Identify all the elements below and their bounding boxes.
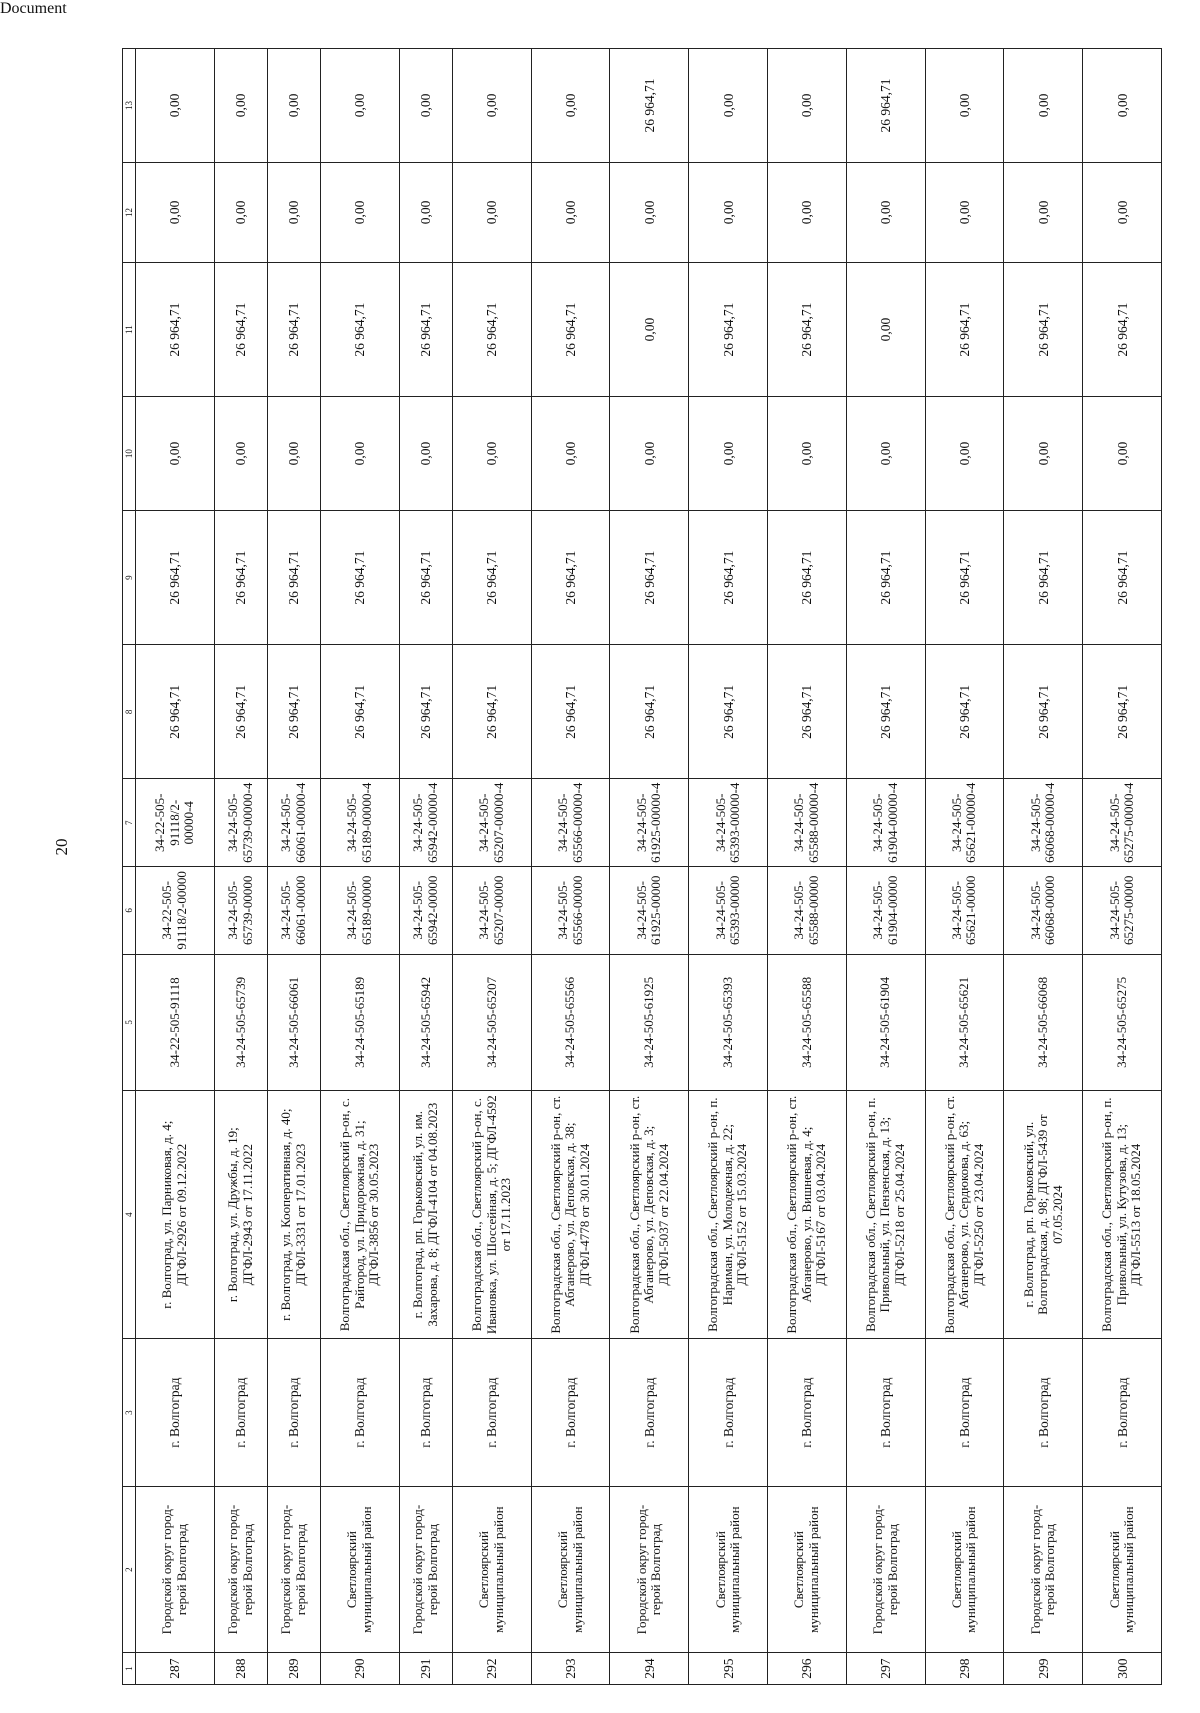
city-cell: г. Волгоград [1004, 1339, 1083, 1487]
code-col6-cell: 34-24-505-61904-00000 [846, 867, 925, 955]
code-col6-cell: 34-24-505-65739-00000 [214, 867, 267, 955]
column-number-row [123, 49, 136, 1685]
amount-col12-cell: 0,00 [925, 162, 1004, 262]
row-number-cell: 296 [768, 1653, 847, 1685]
amount-col8-cell: 26 964,71 [452, 645, 531, 779]
city-cell: г. Волгоград [399, 1339, 452, 1487]
table-row [399, 49, 452, 1685]
row-number-cell: 288 [214, 1653, 267, 1685]
object-code-cell: 34-22-505-91118 [136, 954, 215, 1091]
amount-col12-cell: 0,00 [267, 162, 320, 262]
amount-col11-cell: 26 964,71 [452, 262, 531, 396]
address-cell: Волгоградская обл., Светлоярский р-он, п. Привольный, ул. Кутузова, д. 13; ДГФЛ-5513 от 18.05.2024 [1083, 1091, 1162, 1339]
city-cell: г. Волгоград [846, 1339, 925, 1487]
code-col6-cell: 34-24-505-65275-00000 [1083, 867, 1162, 955]
code-col6-cell: 34-24-505-65207-00000 [452, 867, 531, 955]
amount-col9-cell: 26 964,71 [136, 510, 215, 644]
amount-col13-cell: 0,00 [1083, 49, 1162, 163]
amount-col13-cell: 0,00 [531, 49, 610, 163]
column-number-cell: 5 [123, 954, 136, 1091]
column-number-cell: 4 [123, 1091, 136, 1339]
municipality-cell: Городской округ город-герой Волгоград [610, 1487, 689, 1653]
amount-col11-cell: 26 964,71 [214, 262, 267, 396]
code-col7-cell: 34-24-505-66061-00000-4 [267, 779, 320, 867]
municipality-cell: Светлоярский муниципальный район [531, 1487, 610, 1653]
column-number-cell: 10 [123, 397, 136, 511]
amount-col10-cell: 0,00 [846, 397, 925, 511]
amount-col8-cell: 26 964,71 [610, 645, 689, 779]
table-container [122, 48, 1162, 1685]
object-code-cell: 34-24-505-65393 [689, 954, 768, 1091]
amount-col8-cell: 26 964,71 [689, 645, 768, 779]
amount-col12-cell: 0,00 [214, 162, 267, 262]
object-code-cell: 34-24-505-65942 [399, 954, 452, 1091]
code-col7-cell: 34-24-505-65588-00000-4 [768, 779, 847, 867]
amount-col12-cell: 0,00 [531, 162, 610, 262]
amount-col11-cell: 26 964,71 [768, 262, 847, 396]
amount-col8-cell: 26 964,71 [531, 645, 610, 779]
amount-col11-cell: 26 964,71 [321, 262, 400, 396]
code-col6-cell: 34-24-505-61925-00000 [610, 867, 689, 955]
column-number-cell: 1 [123, 1653, 136, 1685]
code-col7-cell: 34-24-505-61904-00000-4 [846, 779, 925, 867]
amount-col9-cell: 26 964,71 [1083, 510, 1162, 644]
column-number-cell: 13 [123, 49, 136, 163]
column-number-cell: 9 [123, 510, 136, 644]
amount-col11-cell: 0,00 [846, 262, 925, 396]
amount-col12-cell: 0,00 [399, 162, 452, 262]
address-cell: Волгоградская обл., Светлоярский р-он, п. Привольный, ул. Пензенская, д. 13; ДГФЛ-5218 от 25.04.2024 [846, 1091, 925, 1339]
amount-col9-cell: 26 964,71 [768, 510, 847, 644]
row-number-cell: 295 [689, 1653, 768, 1685]
municipality-cell: Светлоярский муниципальный район [321, 1487, 400, 1653]
municipality-cell: Городской округ город-герой Волгоград [846, 1487, 925, 1653]
amount-col11-cell: 26 964,71 [399, 262, 452, 396]
column-number-cell: 2 [123, 1487, 136, 1653]
row-number-cell: 290 [321, 1653, 400, 1685]
amount-col9-cell: 26 964,71 [925, 510, 1004, 644]
table-row [925, 49, 1004, 1685]
address-cell: Волгоградская обл., Светлоярский р-он, ст. Абганерово, ул. Деповская, д. 3; ДГФЛ-5037 от 22.04.2024 [610, 1091, 689, 1339]
municipality-cell: Светлоярский муниципальный район [689, 1487, 768, 1653]
amount-col9-cell: 26 964,71 [689, 510, 768, 644]
amount-col10-cell: 0,00 [610, 397, 689, 511]
address-cell: г. Волгоград, ул. Дружбы, д. 19; ДГФЛ-2943 от 17.11.2022 [214, 1091, 267, 1339]
amount-col12-cell: 0,00 [846, 162, 925, 262]
amount-col13-cell: 26 964,71 [846, 49, 925, 163]
object-code-cell: 34-24-505-65621 [925, 954, 1004, 1091]
address-cell: Волгоградская обл., Светлоярский р-он, с. Ивановка, ул. Шоссейная, д. 5; ДГФЛ-4592 от 17.11.2023 [452, 1091, 531, 1339]
city-cell: г. Волгоград [1083, 1339, 1162, 1487]
code-col6-cell: 34-24-505-66068-00000 [1004, 867, 1083, 955]
row-number-cell: 299 [1004, 1653, 1083, 1685]
object-code-cell: 34-24-505-65207 [452, 954, 531, 1091]
code-col6-cell: 34-22-505-91118/2-00000 [136, 867, 215, 955]
code-col6-cell: 34-24-505-65393-00000 [689, 867, 768, 955]
amount-col10-cell: 0,00 [689, 397, 768, 511]
table-row [1004, 49, 1083, 1685]
municipality-cell: Городской округ город-герой Волгоград [1004, 1487, 1083, 1653]
table-body [123, 49, 1162, 1685]
amount-col11-cell: 26 964,71 [925, 262, 1004, 396]
municipality-cell: Городской округ город-герой Волгоград [267, 1487, 320, 1653]
code-col7-cell: 34-24-505-66068-00000-4 [1004, 779, 1083, 867]
row-number-cell: 289 [267, 1653, 320, 1685]
amount-col13-cell: 0,00 [267, 49, 320, 163]
amount-col8-cell: 26 964,71 [214, 645, 267, 779]
object-code-cell: 34-24-505-65739 [214, 954, 267, 1091]
table-row [689, 49, 768, 1685]
row-number-cell: 293 [531, 1653, 610, 1685]
amount-col8-cell: 26 964,71 [768, 645, 847, 779]
amount-col11-cell: 26 964,71 [531, 262, 610, 396]
amount-col9-cell: 26 964,71 [321, 510, 400, 644]
address-cell: Волгоградская обл., Светлоярский р-он, ст. Абганерово, ул. Сердюкова, д. 63; ДГФЛ-5250 от 23.04.2024 [925, 1091, 1004, 1339]
column-number-cell: 3 [123, 1339, 136, 1487]
code-col7-cell: 34-24-505-65207-00000-4 [452, 779, 531, 867]
amount-col10-cell: 0,00 [267, 397, 320, 511]
city-cell: г. Волгоград [267, 1339, 320, 1487]
code-col7-cell: 34-24-505-65189-00000-4 [321, 779, 400, 867]
amount-col12-cell: 0,00 [1083, 162, 1162, 262]
row-number-cell: 291 [399, 1653, 452, 1685]
amount-col13-cell: 0,00 [399, 49, 452, 163]
amount-col13-cell: 0,00 [214, 49, 267, 163]
city-cell: г. Волгоград [610, 1339, 689, 1487]
column-number-cell: 12 [123, 162, 136, 262]
address-cell: г. Волгоград, рп. Горьковский, ул. Волгоградская, д. 98; ДГФЛ-5439 от 07.05.2024 [1004, 1091, 1083, 1339]
amount-col13-cell: 26 964,71 [610, 49, 689, 163]
amount-col12-cell: 0,00 [136, 162, 215, 262]
code-col6-cell: 34-24-505-65588-00000 [768, 867, 847, 955]
amount-col12-cell: 0,00 [689, 162, 768, 262]
row-number-cell: 292 [452, 1653, 531, 1685]
municipality-cell: Светлоярский муниципальный район [925, 1487, 1004, 1653]
column-number-cell: 7 [123, 779, 136, 867]
column-number-cell: 6 [123, 867, 136, 955]
code-col7-cell: 34-24-505-65942-00000-4 [399, 779, 452, 867]
table-row [267, 49, 320, 1685]
table-row [1083, 49, 1162, 1685]
object-code-cell: 34-24-505-66061 [267, 954, 320, 1091]
amount-col13-cell: 0,00 [321, 49, 400, 163]
amount-col10-cell: 0,00 [531, 397, 610, 511]
code-col6-cell: 34-24-505-65566-00000 [531, 867, 610, 955]
code-col7-cell: 34-24-505-61925-00000-4 [610, 779, 689, 867]
amount-col8-cell: 26 964,71 [136, 645, 215, 779]
amount-col13-cell: 0,00 [136, 49, 215, 163]
object-code-cell: 34-24-505-65588 [768, 954, 847, 1091]
code-col7-cell: 34-24-505-65621-00000-4 [925, 779, 1004, 867]
address-cell: г. Волгоград, рп. Горьковский, ул. им. Захарова, д. 8; ДГФЛ-4104 от 04.08.2023 [399, 1091, 452, 1339]
table-row [846, 49, 925, 1685]
amount-col10-cell: 0,00 [925, 397, 1004, 511]
row-number-cell: 300 [1083, 1653, 1162, 1685]
object-code-cell: 34-24-505-61904 [846, 954, 925, 1091]
amount-col9-cell: 26 964,71 [846, 510, 925, 644]
code-col6-cell: 34-24-505-66061-00000 [267, 867, 320, 955]
address-cell: Волгоградская обл., Светлоярский р-он, п. Нариман, ул. Молодежная, д. 22; ДГФЛ-5152 от 15.03.2024 [689, 1091, 768, 1339]
municipality-cell: Светлоярский муниципальный район [452, 1487, 531, 1653]
municipality-cell: Светлоярский муниципальный район [768, 1487, 847, 1653]
amount-col12-cell: 0,00 [452, 162, 531, 262]
city-cell: г. Волгоград [452, 1339, 531, 1487]
object-code-cell: 34-24-505-65189 [321, 954, 400, 1091]
table-row [452, 49, 531, 1685]
address-cell: Волгоградская обл., Светлоярский р-он, с. Райгород, ул. Придорожная, д. 31; ДГФЛ-3856 от 30.05.2023 [321, 1091, 400, 1339]
code-col6-cell: 34-24-505-65942-00000 [399, 867, 452, 955]
amount-col10-cell: 0,00 [321, 397, 400, 511]
amount-col12-cell: 0,00 [1004, 162, 1083, 262]
amount-col8-cell: 26 964,71 [399, 645, 452, 779]
city-cell: г. Волгоград [689, 1339, 768, 1487]
row-number-cell: 294 [610, 1653, 689, 1685]
address-cell: г. Волгоград, ул. Кооперативная, д. 40; ДГФЛ-3331 от 17.01.2023 [267, 1091, 320, 1339]
municipality-cell: Городской округ город-герой Волгоград [214, 1487, 267, 1653]
code-col6-cell: 34-24-505-65189-00000 [321, 867, 400, 955]
municipality-cell: Светлоярский муниципальный район [1083, 1487, 1162, 1653]
amount-col10-cell: 0,00 [136, 397, 215, 511]
municipality-cell: Городской округ город-герой Волгоград [399, 1487, 452, 1653]
table-row [531, 49, 610, 1685]
table-row [214, 49, 267, 1685]
city-cell: г. Волгоград [531, 1339, 610, 1487]
object-code-cell: 34-24-505-65275 [1083, 954, 1162, 1091]
table-row [136, 49, 215, 1685]
amount-col11-cell: 26 964,71 [136, 262, 215, 396]
row-number-cell: 287 [136, 1653, 215, 1685]
code-col7-cell: 34-24-505-65275-00000-4 [1083, 779, 1162, 867]
object-code-cell: 34-24-505-65566 [531, 954, 610, 1091]
amount-col8-cell: 26 964,71 [321, 645, 400, 779]
code-col7-cell: 34-22-505-91118/2-00000-4 [136, 779, 215, 867]
amount-col13-cell: 0,00 [925, 49, 1004, 163]
amount-col9-cell: 26 964,71 [452, 510, 531, 644]
object-code-cell: 34-24-505-66068 [1004, 954, 1083, 1091]
page-number: 20 [52, 838, 71, 856]
address-cell: Волгоградская обл., Светлоярский р-он, ст. Абганерово, ул. Деповская, д. 38; ДГФЛ-4778 от 30.01.2024 [531, 1091, 610, 1339]
amount-col11-cell: 26 964,71 [1004, 262, 1083, 396]
code-col7-cell: 34-24-505-65393-00000-4 [689, 779, 768, 867]
address-cell: г. Волгоград, ул. Парниковая, д. 4; ДГФЛ-2926 от 09.12.2022 [136, 1091, 215, 1339]
column-number-cell: 8 [123, 645, 136, 779]
amount-col10-cell: 0,00 [1004, 397, 1083, 511]
amount-col11-cell: 26 964,71 [267, 262, 320, 396]
amount-col10-cell: 0,00 [768, 397, 847, 511]
amount-col8-cell: 26 964,71 [267, 645, 320, 779]
code-col6-cell: 34-24-505-65621-00000 [925, 867, 1004, 955]
table-row [610, 49, 689, 1685]
object-code-cell: 34-24-505-61925 [610, 954, 689, 1091]
amount-col10-cell: 0,00 [1083, 397, 1162, 511]
amount-col11-cell: 26 964,71 [689, 262, 768, 396]
city-cell: г. Волгоград [214, 1339, 267, 1487]
amount-col9-cell: 26 964,71 [267, 510, 320, 644]
amount-col8-cell: 26 964,71 [1004, 645, 1083, 779]
amount-col13-cell: 0,00 [452, 49, 531, 163]
address-cell: Волгоградская обл., Светлоярский р-он, ст. Абганерово, ул. Вишневая, д. 4; ДГФЛ-5167 от 03.04.2024 [768, 1091, 847, 1339]
amount-col10-cell: 0,00 [214, 397, 267, 511]
table-row [321, 49, 400, 1685]
code-col7-cell: 34-24-505-65566-00000-4 [531, 779, 610, 867]
amount-col10-cell: 0,00 [452, 397, 531, 511]
municipality-cell: Городской округ город-герой Волгоград [136, 1487, 215, 1653]
column-number-cell: 11 [123, 262, 136, 396]
city-cell: г. Волгоград [321, 1339, 400, 1487]
city-cell: г. Волгоград [136, 1339, 215, 1487]
amount-col13-cell: 0,00 [1004, 49, 1083, 163]
amount-col12-cell: 0,00 [768, 162, 847, 262]
rotated-table-frame [122, 48, 1162, 1685]
amount-col11-cell: 26 964,71 [1083, 262, 1162, 396]
amount-col13-cell: 0,00 [689, 49, 768, 163]
row-number-cell: 298 [925, 1653, 1004, 1685]
amount-col9-cell: 26 964,71 [214, 510, 267, 644]
amount-col12-cell: 0,00 [610, 162, 689, 262]
row-number-cell: 297 [846, 1653, 925, 1685]
amount-col9-cell: 26 964,71 [610, 510, 689, 644]
amount-col11-cell: 0,00 [610, 262, 689, 396]
amount-col12-cell: 0,00 [321, 162, 400, 262]
city-cell: г. Волгоград [768, 1339, 847, 1487]
amount-col9-cell: 26 964,71 [531, 510, 610, 644]
amount-col9-cell: 26 964,71 [1004, 510, 1083, 644]
amount-col8-cell: 26 964,71 [846, 645, 925, 779]
amount-col9-cell: 26 964,71 [399, 510, 452, 644]
amount-col8-cell: 26 964,71 [925, 645, 1004, 779]
code-col7-cell: 34-24-505-65739-00000-4 [214, 779, 267, 867]
amount-col10-cell: 0,00 [399, 397, 452, 511]
city-cell: г. Волгоград [925, 1339, 1004, 1487]
amount-col8-cell: 26 964,71 [1083, 645, 1162, 779]
table-row [768, 49, 847, 1685]
amount-col13-cell: 0,00 [768, 49, 847, 163]
data-table [122, 48, 1162, 1685]
